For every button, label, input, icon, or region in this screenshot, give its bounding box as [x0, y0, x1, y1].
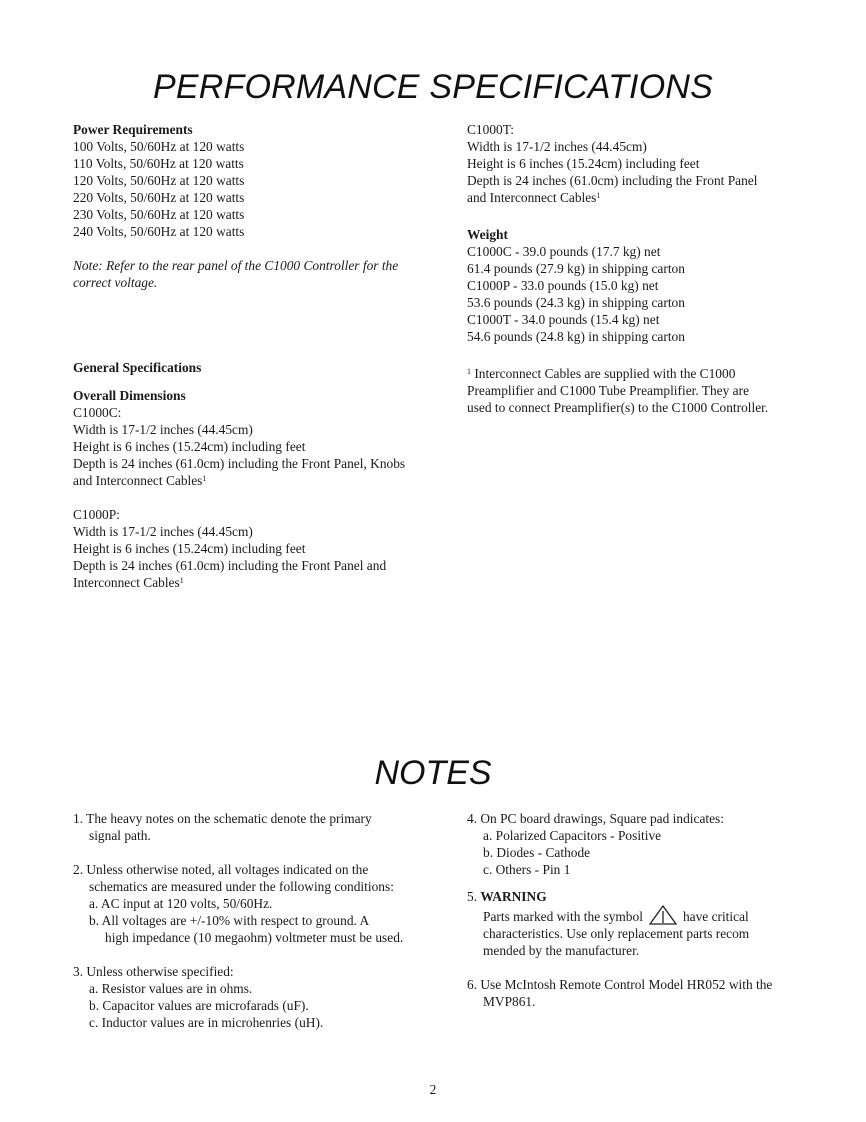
voltage-note-line: correct voltage.: [73, 275, 158, 290]
warning-heading: WARNING: [480, 889, 547, 904]
weight-line: 61.4 pounds (27.9 kg) in shipping carton: [467, 261, 685, 276]
footnote-marker: 1: [467, 367, 471, 376]
note-6: 6. Use McIntosh Remote Control Model HR052 with the: [467, 977, 773, 992]
footnote-line: $^1$ Interconnect Cables are supplied with the C1000: [467, 366, 736, 381]
c1000c-label: C1000C:: [73, 405, 122, 420]
footnote-ref: 1: [179, 576, 184, 585]
note-2-cont: schematics are measured under the following conditions:: [89, 879, 394, 894]
power-line: 110 Volts, 50/60Hz at 120 watts: [73, 156, 244, 171]
specs-right-column: [467, 121, 807, 416]
c1000p-label: C1000P:: [73, 507, 120, 522]
weight-line: 54.6 pounds (24.8 kg) in shipping carton: [467, 329, 685, 344]
weight-heading: Weight: [467, 227, 508, 242]
power-line: 240 Volts, 50/60Hz at 120 watts: [73, 224, 245, 239]
power-requirements-heading: Power Requirements: [73, 122, 193, 137]
specs-left-column: [73, 121, 443, 591]
c1000c-width: Width is 17-1/2 inches (44.45cm): [73, 422, 253, 437]
notes-left-column: [73, 810, 433, 1031]
note-5: 5. WARNING: [467, 889, 547, 904]
note-1-cont: signal path.: [89, 828, 151, 843]
footnote-ref: 1: [596, 191, 601, 200]
note-3b: b. Capacitor values are microfarads (uF).: [89, 998, 309, 1013]
note-2b-cont: high impedance (10 megaohm) voltmeter must be used.: [105, 930, 404, 945]
c1000t-label: C1000T:: [467, 122, 514, 137]
note-2a: a. AC input at 120 volts, 50/60Hz.: [89, 896, 273, 911]
note-1: 1. The heavy notes on the schematic denote the primary: [73, 811, 372, 826]
note-2b: b. All voltages are +/-10% with respect to ground. A: [89, 913, 370, 928]
note-4c: c. Others - Pin 1: [483, 862, 571, 877]
c1000p-width: Width is 17-1/2 inches (44.45cm): [73, 524, 253, 539]
notes-right-column: [467, 810, 807, 1010]
weight-line: C1000C - 39.0 pounds (17.7 kg) net: [467, 244, 661, 259]
general-specifications-heading: General Specifications: [73, 360, 202, 375]
warning-triangle-icon: [649, 905, 677, 925]
notes-title: NOTES: [374, 754, 492, 792]
c1000t-height: Height is 6 inches (15.24cm) including feet: [467, 156, 700, 171]
note-3a: a. Resistor values are in ohms.: [89, 981, 253, 996]
power-line: 220 Volts, 50/60Hz at 120 watts: [73, 190, 245, 205]
c1000c-height: Height is 6 inches (15.24cm) including feet: [73, 439, 306, 454]
c1000p-height: Height is 6 inches (15.24cm) including feet: [73, 541, 306, 556]
c1000t-depth-cont: and Interconnect Cables$^1$: [467, 190, 601, 205]
note-4b: b. Diodes - Cathode: [483, 845, 591, 860]
c1000p-depth: Depth is 24 inches (61.0cm) including the Front Panel and: [73, 558, 387, 573]
c1000t-width: Width is 17-1/2 inches (44.45cm): [467, 139, 647, 154]
power-line: 100 Volts, 50/60Hz at 120 watts: [73, 139, 245, 154]
power-line: 120 Volts, 50/60Hz at 120 watts: [73, 173, 245, 188]
weight-line: C1000P - 33.0 pounds (15.0 kg) net: [467, 278, 659, 293]
note-2: 2. Unless otherwise noted, all voltages indicated on the: [73, 862, 369, 877]
note-3c: c. Inductor values are in microhenries (uH).: [89, 1015, 324, 1030]
performance-specifications-title: PERFORMANCE SPECIFICATIONS: [153, 68, 713, 106]
note-5-line: Parts marked with the symbol have critical: [467, 905, 807, 925]
power-line: 230 Volts, 50/60Hz at 120 watts: [73, 207, 245, 222]
c1000c-depth-cont: and Interconnect Cables$^1$: [73, 473, 207, 488]
footnote-ref: 1: [202, 474, 207, 483]
c1000t-depth: Depth is 24 inches (61.0cm) including the Front Panel: [467, 173, 758, 188]
footnote-line: used to connect Preamplifier(s) to the C1000 Controller.: [467, 400, 769, 415]
c1000c-depth: Depth is 24 inches (61.0cm) including the Front Panel, Knobs: [73, 456, 406, 471]
note-4a: a. Polarized Capacitors - Positive: [483, 828, 662, 843]
note-5-line: mended by the manufacturer.: [483, 943, 640, 958]
note-3: 3. Unless otherwise specified:: [73, 964, 234, 979]
note-6-cont: MVP861.: [483, 994, 536, 1009]
note-4: 4. On PC board drawings, Square pad indicates:: [467, 811, 724, 826]
voltage-note-line: Note: Refer to the rear panel of the C1000 Controller for the: [73, 258, 399, 273]
note-5-line: characteristics. Use only replacement parts recom: [483, 926, 750, 941]
overall-dimensions-heading: Overall Dimensions: [73, 388, 186, 403]
c1000p-depth-cont: Interconnect Cables$^1$: [73, 575, 184, 590]
page-number: 2: [429, 1082, 437, 1097]
footnote-line: Preamplifier and C1000 Tube Preamplifier. They are: [467, 383, 750, 398]
weight-line: C1000T - 34.0 pounds (15.4 kg) net: [467, 312, 660, 327]
weight-line: 53.6 pounds (24.3 kg) in shipping carton: [467, 295, 685, 310]
